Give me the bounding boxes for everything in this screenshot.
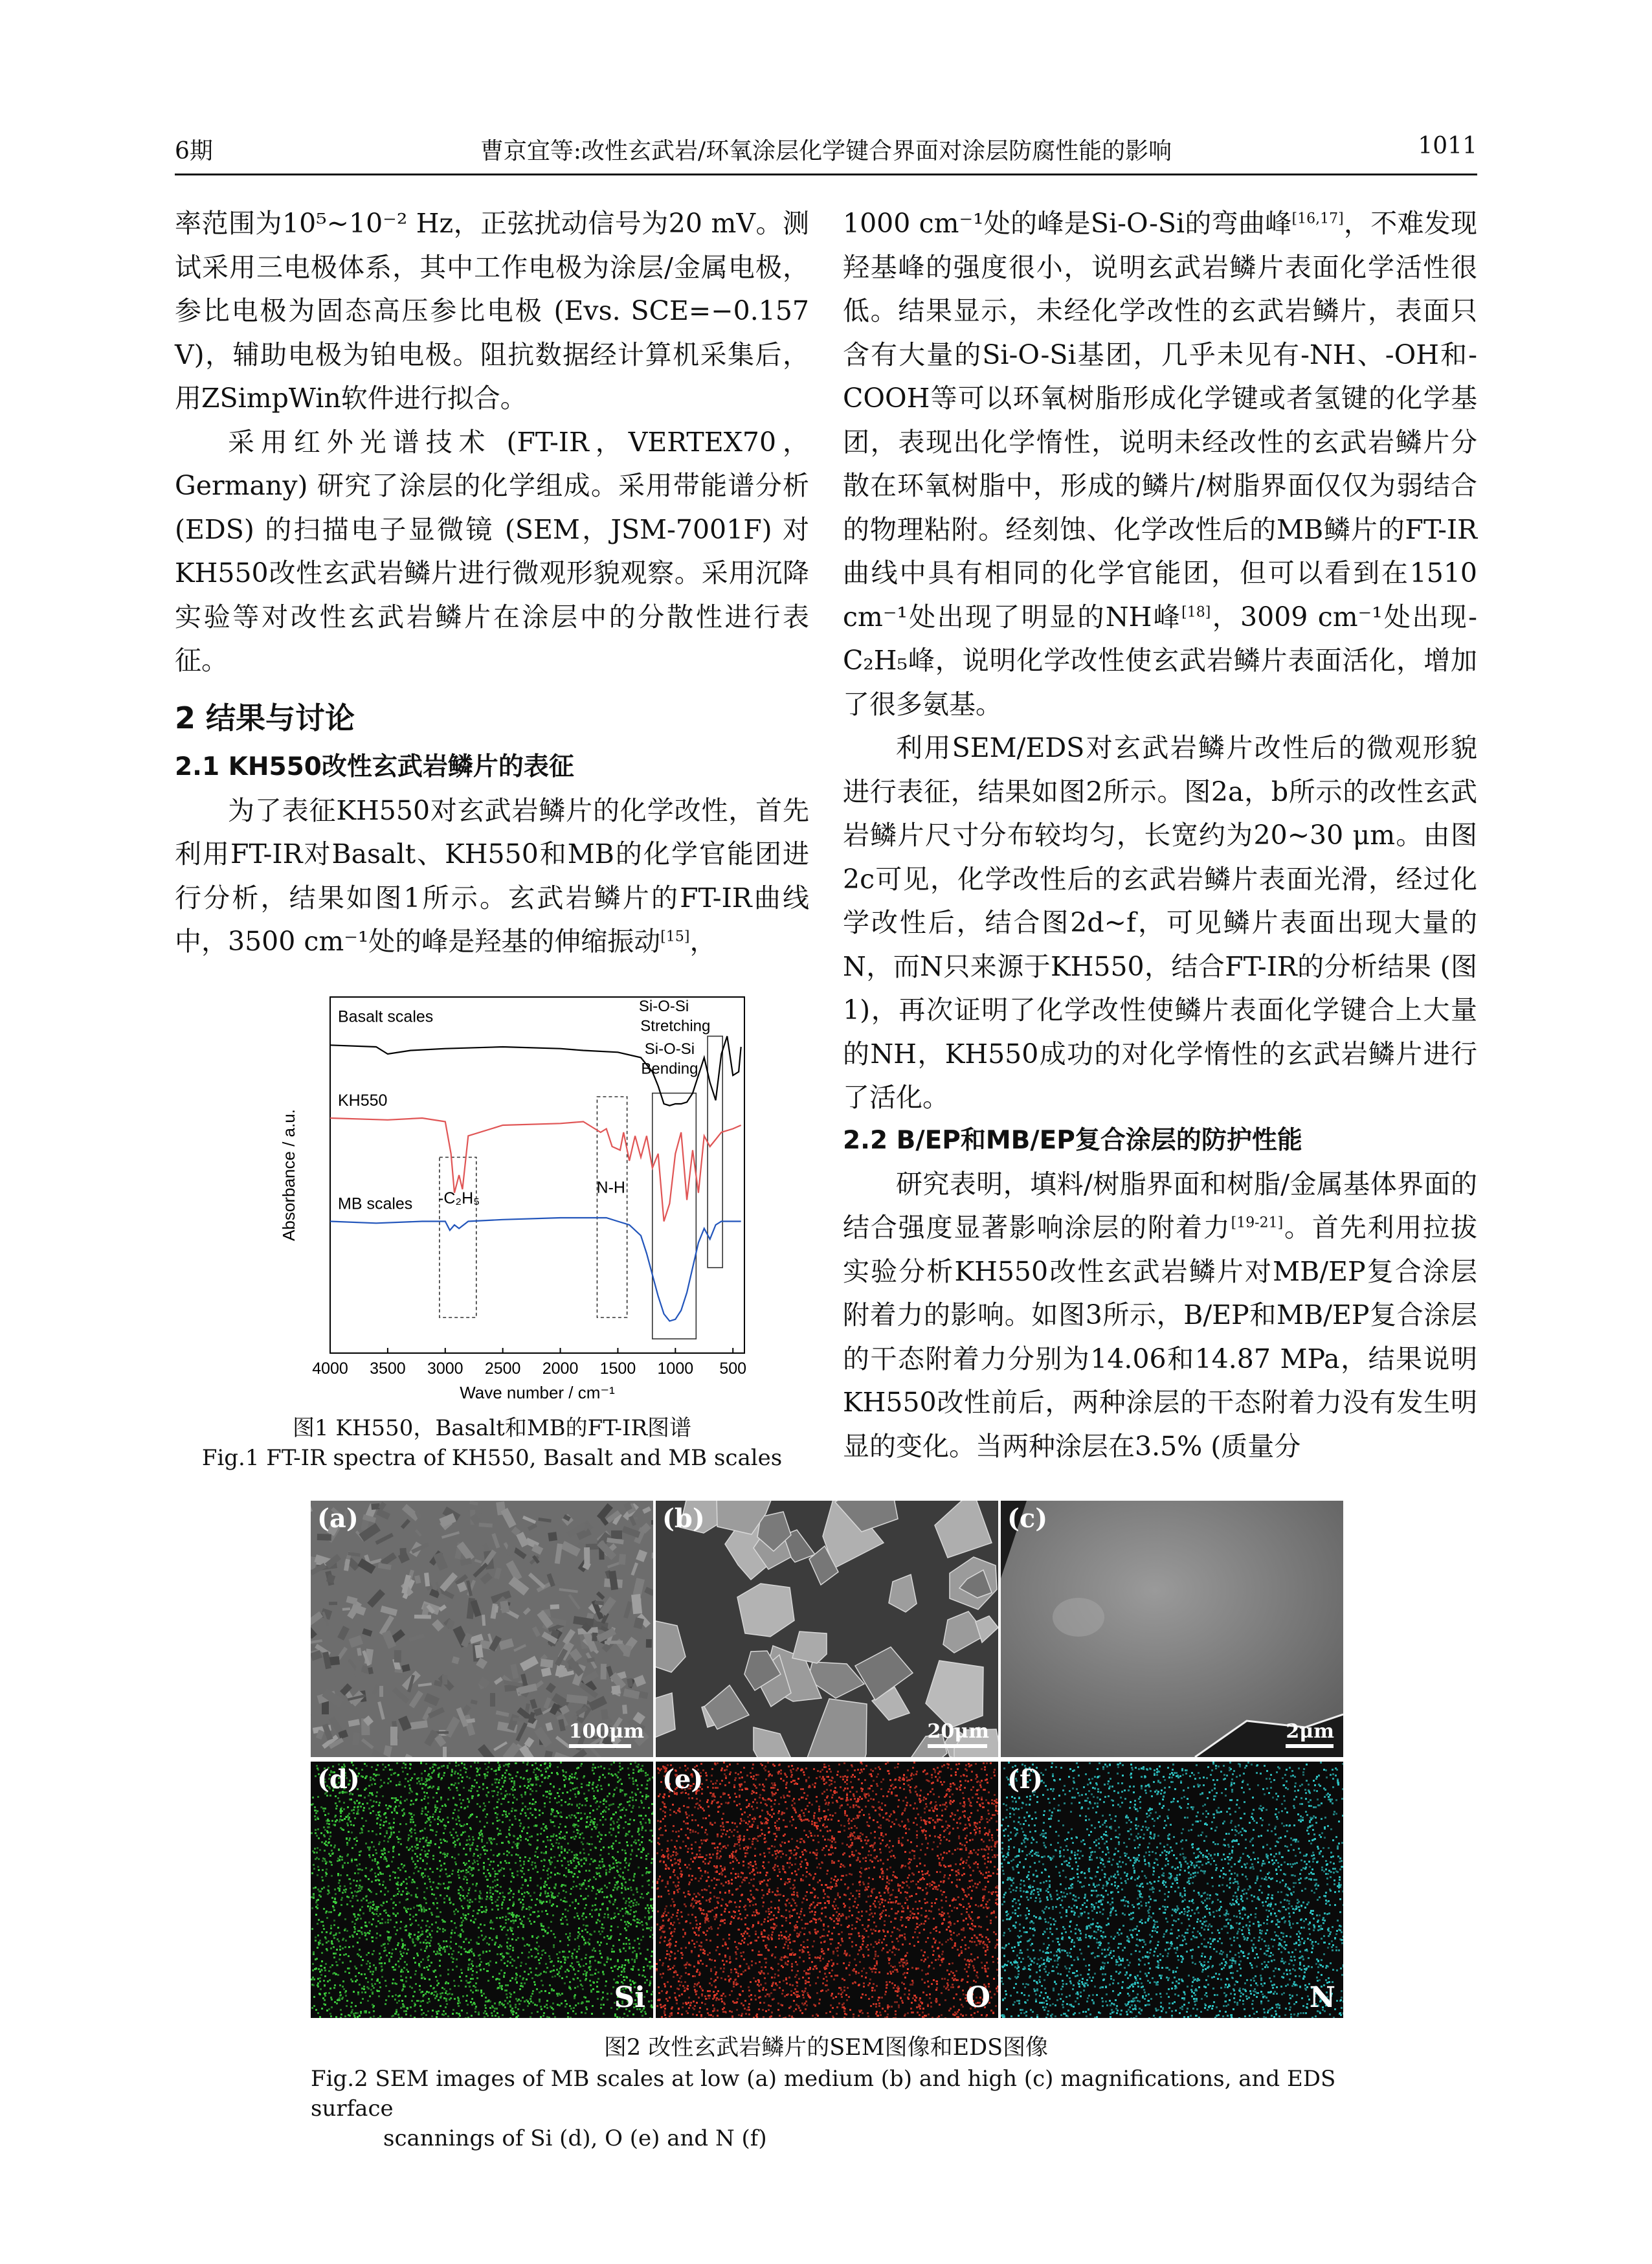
section-heading: 2 结果与讨论	[175, 700, 355, 735]
scale-bar-label: 2μm	[1286, 1720, 1334, 1743]
panel-label: (b)	[662, 1503, 705, 1534]
panel-label: (f)	[1007, 1764, 1044, 1795]
stretching-region-box	[653, 1093, 697, 1339]
subsection-heading: 2.1 KH550改性玄武岩鳞片的表征	[175, 752, 574, 781]
paragraph: 采用红外光谱技术 (FT-IR，VERTEX70，Germany) 研究了涂层的化学组成。采用带能谱分析 (EDS) 的扫描电子显微镜 (SEM，JSM-7001F) 对KH550改性玄武岩鳞片进行微观形貌观察。采用沉降实验等对改性玄武岩鳞片在涂层中的分散性进行表征。	[175, 426, 810, 676]
citation: [16,17]	[1291, 210, 1344, 227]
scale-bar-line	[928, 1744, 987, 1748]
panel-label: (a)	[317, 1503, 359, 1534]
element-label: O	[965, 1981, 990, 2014]
paragraph-text: 1000 cm⁻¹处的峰是Si-O-Si的弯曲峰	[843, 208, 1292, 239]
figure1-caption-en: Fig.1 FT-IR spectra of KH550, Basalt and MB scales	[201, 1445, 783, 1471]
paragraph-text: ，	[689, 926, 717, 957]
sem-image-panel	[1001, 1501, 1343, 1757]
scale-bar	[569, 1720, 644, 1748]
ftir-chart	[265, 991, 751, 1405]
y-axis-label: Absorbance / a.u.	[279, 1109, 298, 1241]
nh-region-box	[597, 1097, 627, 1317]
element-label: N	[1309, 1981, 1335, 2014]
x-tick-label: 3500	[370, 1360, 406, 1378]
running-title: 曹京宜等:改性玄武岩/环氧涂层化学键合界面对涂层防腐性能的影响	[480, 138, 1172, 164]
caption-line: Fig.2 SEM images of MB scales at low (a) medium (b) and high (c) magnifications, and EDS surface	[311, 2066, 1336, 2122]
series-line	[330, 1218, 741, 1321]
x-tick-label: 500	[719, 1360, 747, 1378]
ftir-figure	[265, 991, 751, 1405]
paragraph	[175, 789, 809, 964]
series-label: KH550	[338, 1091, 388, 1110]
x-tick-label: 3000	[427, 1360, 463, 1378]
scale-bar-line	[1286, 1744, 1334, 1748]
paragraph-text: ，不难发现羟基峰的强度很小，说明玄武岩鳞片表面化学活性很低。结果显示，未经化学改性的玄武岩鳞片，表面只含有大量的Si-O-Si基团，几乎未见有-NH、-OH和-COOH等可以环氧树脂形成化学键或者氢键的化学基团，表现出化学惰性，说明未经改性的玄武岩鳞片分散在环氧树脂中，形成的鳞片/树脂界面仅仅为弱结合的物理粘附。经刻蚀、化学改性后的MB鳞片的FT-IR曲线中具有相同的化学官能团，但可以看到在1510 cm⁻¹处出现了明显的NH峰	[843, 208, 1478, 633]
page-number: 1011	[1418, 133, 1477, 159]
panel-image	[311, 1501, 653, 1757]
figure1-caption-cn: 图1 KH550，Basalt和MB的FT-IR图谱	[292, 1415, 692, 1441]
citation: [19-21]	[1231, 1215, 1284, 1231]
panel-label: (d)	[317, 1764, 360, 1795]
scale-bar-label: 20μm	[927, 1720, 989, 1743]
scale-bar-label: 100μm	[568, 1720, 644, 1743]
scale-bar	[928, 1720, 989, 1748]
annotation: Si-O-Si	[638, 998, 689, 1015]
paragraph	[843, 202, 1477, 726]
eds-map-panel	[1001, 1762, 1343, 2018]
x-tick-label: 2500	[484, 1360, 521, 1378]
subsection-heading: 2.2 B/EP和MB/EP复合涂层的防护性能	[843, 1125, 1302, 1155]
series-label: Basalt scales	[338, 1007, 434, 1026]
figure2-caption-en	[311, 2064, 1346, 2153]
panel-image	[1001, 1762, 1343, 2018]
x-tick-label: 1500	[599, 1360, 636, 1378]
x-axis-label: Wave number / cm⁻¹	[460, 1383, 615, 1402]
paragraph: 率范围为10⁵~10⁻² Hz，正弦扰动信号为20 mV。测试采用三电极体系，其中工作电极为涂层/金属电极，参比电极为固态高压参比电极 (Evs. SCE=−0.157 V)，辅助电极为铂电极。阻抗数据经计算机采集后，用ZSimpWin软件进行拟合。	[175, 208, 809, 414]
annotation: Bending	[641, 1060, 698, 1078]
paragraph-text: 。首先利用拉拔实验分析KH550改性玄武岩鳞片对MB/EP复合涂层附着力的影响。如图3所示，B/EP和MB/EP复合涂层的干态附着力分别为14.06和14.87 MPa，结果说明KH550改性前后，两种涂层的干态附着力没有发生明显的变化。当两种涂层在3.5% (质量分	[843, 1212, 1478, 1462]
right-column	[843, 202, 1477, 1468]
panel-label: (c)	[1007, 1503, 1048, 1534]
x-tick-label: 1000	[657, 1360, 694, 1378]
sem-image-panel	[656, 1501, 998, 1757]
bending-region-box	[708, 1037, 722, 1268]
journal-issue: 6期	[175, 138, 213, 164]
sem-eds-figure	[311, 1501, 1344, 2018]
panel-image	[656, 1762, 998, 2018]
scale-bar	[1286, 1720, 1334, 1748]
paragraph-text: 为了表征KH550对玄武岩鳞片的化学改性，首先利用FT-IR对Basalt、KH550和MB的化学官能团进行分析，结果如图1所示。玄武岩鳞片的FT-IR曲线中，3500 cm⁻¹处的峰是羟基的伸缩振动	[175, 794, 809, 957]
panel-image	[311, 1762, 653, 2018]
paragraph-text: ，3009 cm⁻¹处出现-C₂H₅峰，说明化学改性使玄武岩鳞片表面活化，增加了很多氨基。	[843, 601, 1477, 720]
left-column	[175, 202, 809, 964]
figure2-caption-cn: 图2 改性玄武岩鳞片的SEM图像和EDS图像	[603, 2035, 1049, 2061]
annotation: -C₂H₅	[438, 1189, 480, 1207]
citation: [18]	[1181, 603, 1211, 620]
paragraph	[843, 1163, 1477, 1469]
scale-bar-line	[569, 1744, 631, 1748]
caption-line: scannings of Si (d), O (e) and N (f)	[383, 2125, 767, 2151]
panel-image	[1001, 1501, 1343, 1757]
header-rule	[175, 174, 1477, 175]
x-tick-label: 4000	[312, 1360, 348, 1378]
panel-label: (e)	[662, 1764, 704, 1795]
x-tick-label: 2000	[542, 1360, 579, 1378]
citation: [15]	[660, 928, 690, 945]
annotation: Stretching	[640, 1017, 711, 1035]
annotation: N-H	[596, 1178, 625, 1197]
element-label: Si	[614, 1981, 645, 2014]
series-label: MB scales	[338, 1194, 413, 1213]
sem-image-panel	[311, 1501, 653, 1757]
eds-map-panel	[656, 1762, 998, 2018]
eds-map-panel	[311, 1762, 653, 2018]
paragraph: 利用SEM/EDS对玄武岩鳞片改性后的微观形貌进行表征，结果如图2所示。图2a，b所示的改性玄武岩鳞片尺寸分布较均匀，长宽约为20~30 μm。由图2c可见，化学改性后的玄武岩鳞片表面光滑，经过化学改性后，结合图2d~f，可见鳞片表面出现大量的N，而N只来源于KH550，结合FT-IR的分析结果 (图1)，再次证明了化学改性使鳞片表面化学键合上大量的NH，KH550成功的对化学惰性的玄武岩鳞片进行了活化。	[843, 732, 1477, 1113]
paragraph-text: 研究表明，填料/树脂界面和树脂/金属基体界面的结合强度显著影响涂层的附着力	[843, 1168, 1477, 1243]
annotation: Si-O-Si	[644, 1040, 695, 1058]
panel-image	[656, 1501, 998, 1757]
